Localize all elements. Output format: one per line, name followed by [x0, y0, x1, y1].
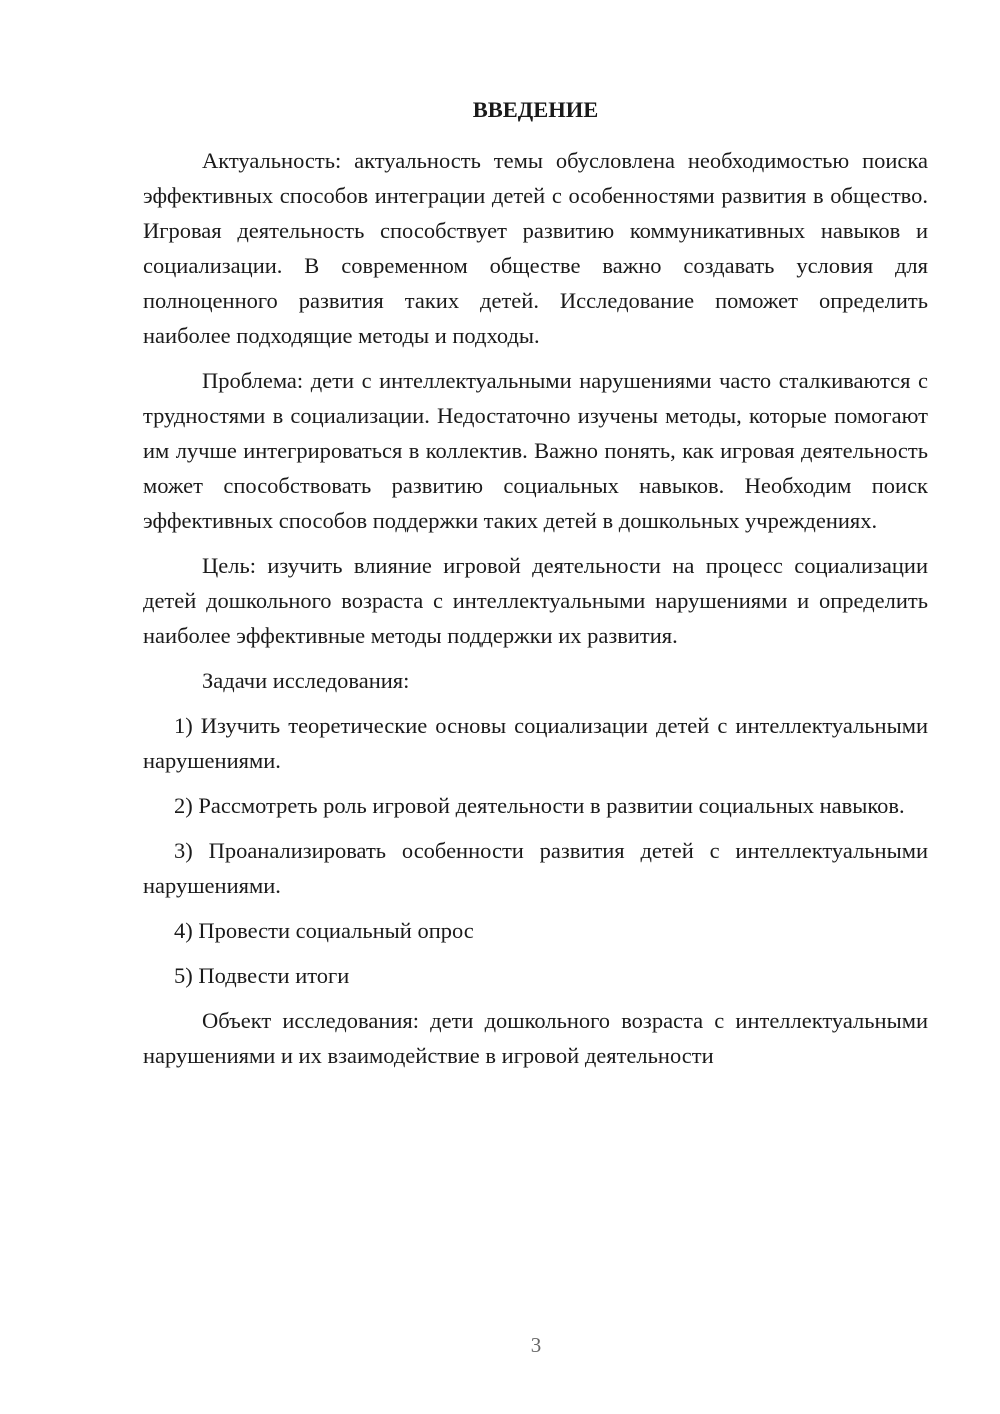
- list-item: 2) Рассмотреть роль игровой деятельности в развитии социальных навыков.: [174, 793, 905, 818]
- list-item: 1) Изучить теоретические основы социализации детей с интеллектуальными нарушениями.: [143, 713, 928, 773]
- page-number: 3: [530, 1333, 542, 1357]
- goal-paragraph: Цель: изучить влияние игровой деятельности на процесс социализации детей дошкольного возраста с интеллектуальными нарушениями и определить наиболее эффективные методы поддержки их развития.: [143, 553, 928, 648]
- document-page: [143, 96, 928, 1083]
- relevance-paragraph: Актуальность: актуальность темы обусловлена необходимостью поиска эффективных способов интеграции детей с особенностями развития в общество. Игровая деятельность способствует развитию коммуникативных навыков и социализации. В современном обществе важно создавать условия для полноценного развития таких детей. Исследование поможет определить наиболее подходящие методы и подходы.: [143, 148, 928, 348]
- list-item: 5) Подвести итоги: [174, 963, 350, 988]
- list-item: 4) Провести социальный опрос: [174, 918, 474, 943]
- section-title: ВВЕДЕНИЕ: [472, 97, 599, 122]
- tasks-list: [143, 708, 928, 993]
- object-paragraph: Объект исследования: дети дошкольного возраста с интеллектуальными нарушениями и их взаимодействие в игровой деятельности: [143, 1008, 928, 1068]
- tasks-heading: Задачи исследования:: [202, 668, 410, 693]
- list-item: 3) Проанализировать особенности развития детей с интеллектуальными нарушениями.: [143, 838, 928, 898]
- problem-paragraph: Проблема: дети с интеллектуальными нарушениями часто сталкиваются с трудностями в социализации. Недостаточно изучены методы, которые помогают им лучше интегрироваться в коллектив. Важно понять, как игровая деятельность может способствовать развитию социальных навыков. Необходим поиск эффективных способов поддержки таких детей в дошкольных учреждениях.: [143, 368, 928, 533]
